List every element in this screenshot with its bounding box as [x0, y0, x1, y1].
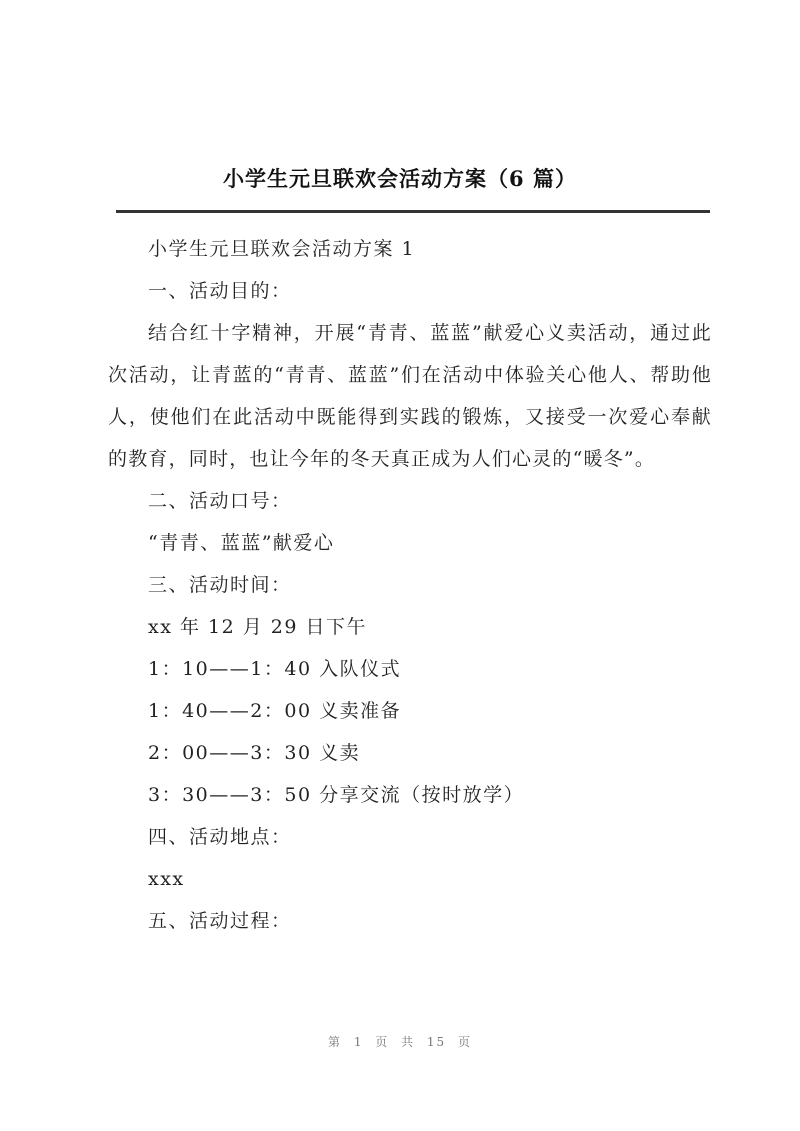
document-title: 小学生元旦联欢会活动方案（6 篇） [223, 166, 577, 191]
section-heading-location: 四、活动地点： [148, 826, 292, 848]
document-body [108, 228, 712, 942]
section-heading-purpose: 一、活动目的： [148, 280, 292, 302]
section-heading-plan-1: 小学生元旦联欢会活动方案 1 [148, 238, 416, 260]
section-heading-time: 三、活动时间： [148, 574, 292, 596]
paragraph-date: xx 年 12 月 29 日下午 [148, 616, 367, 638]
paragraph-slogan: “青青、蓝蓝”献爱心 [148, 532, 335, 554]
schedule-item-3: 2：00——3：30 义卖 [148, 742, 361, 764]
section-heading-process: 五、活动过程： [148, 910, 292, 932]
title-divider [116, 210, 710, 213]
schedule-item-2: 1：40——2：00 义卖准备 [148, 700, 402, 722]
schedule-item-4: 3：30——3：50 分享交流（按时放学） [148, 784, 525, 806]
paragraph-location: xxx [148, 868, 185, 890]
page-number-footer: 第 1 页 共 15 页 [328, 1035, 472, 1049]
section-heading-slogan: 二、活动口号： [148, 490, 292, 512]
schedule-item-1: 1：10——1：40 入队仪式 [148, 658, 402, 680]
paragraph-purpose: 结合红十字精神，开展“青青、蓝蓝”献爱心义卖活动，通过此次活动，让青蓝的“青青、蓝蓝”们在活动中体验关心他人、帮助他人，使他们在此活动中既能得到实践的锻炼，又接受一次爱心奉献的教育，同时，也让今年的冬天真正成为人们心灵的“暖冬”。 [108, 322, 712, 470]
